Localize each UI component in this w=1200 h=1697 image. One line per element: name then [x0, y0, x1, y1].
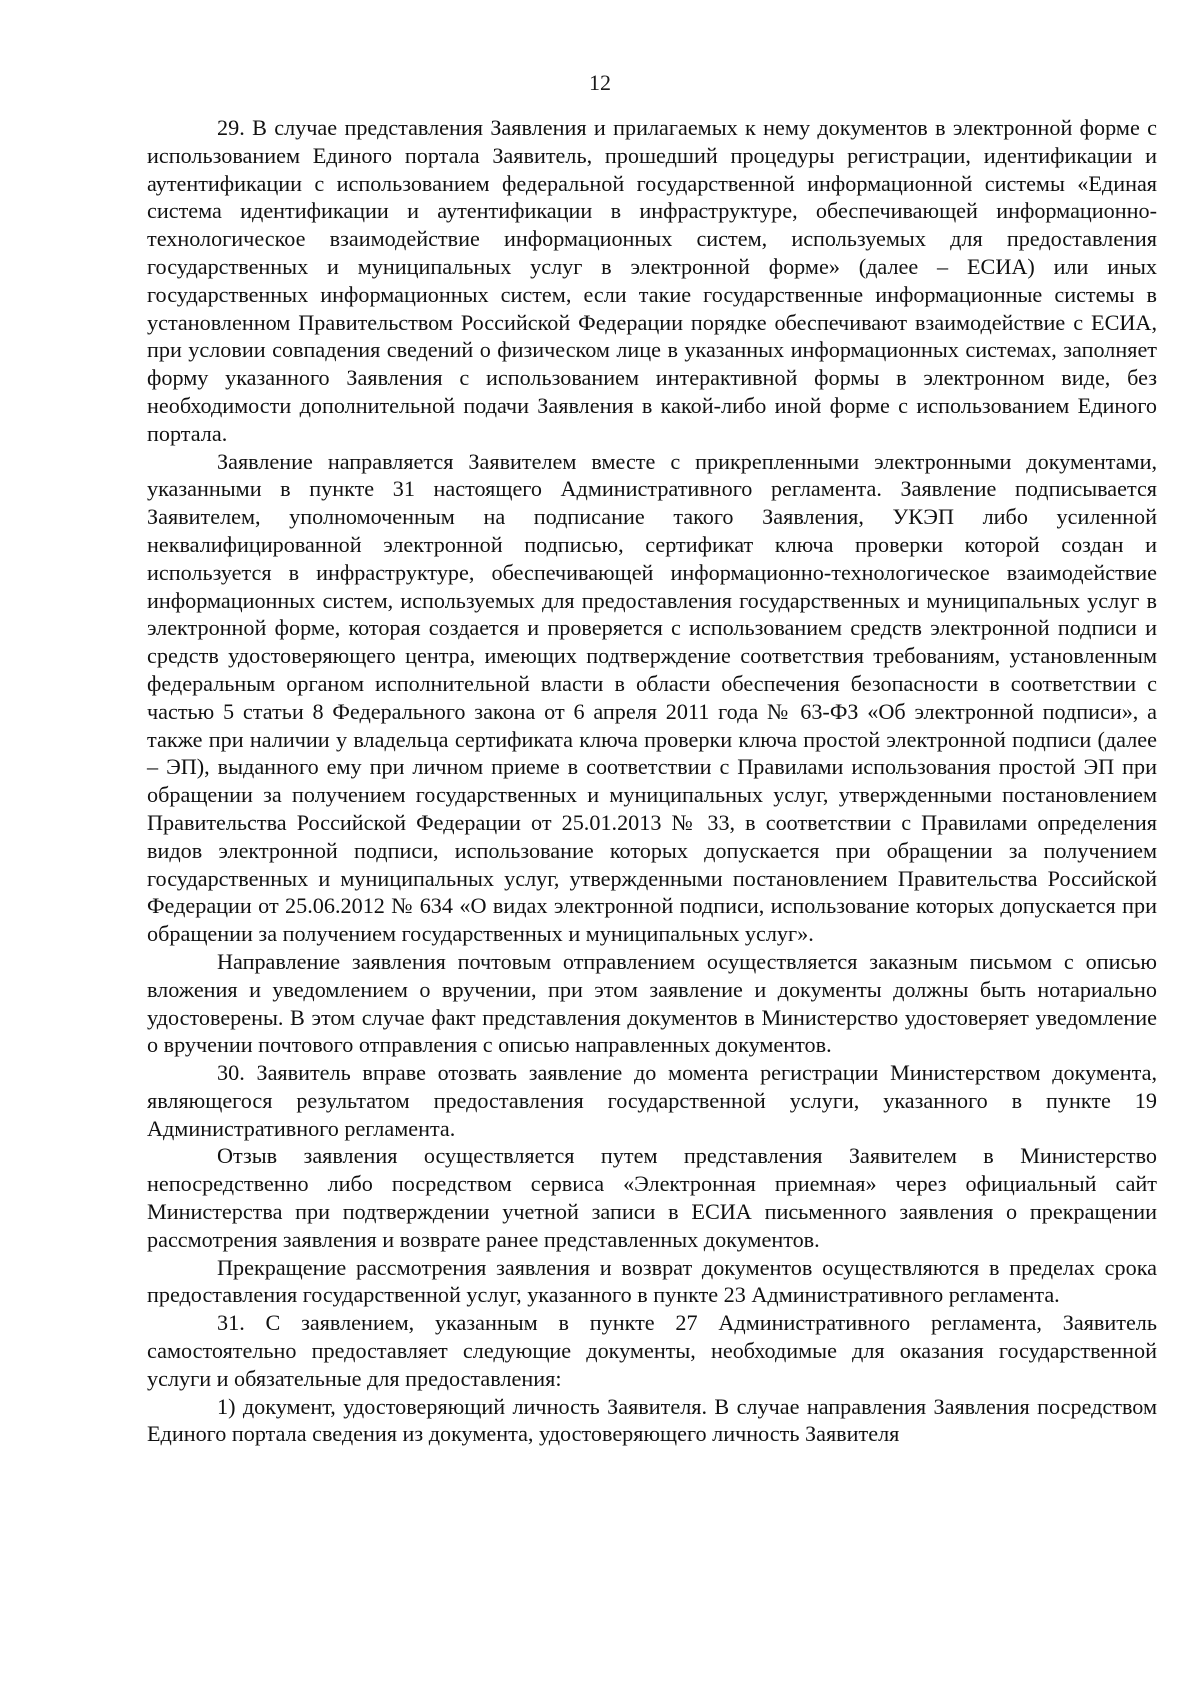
- paragraph-termination: Прекращение рассмотрения заявления и возврат документов осуществляются в пределах срока предоставления государственной услуг, указанного в пункте 23 Административного регламента.: [147, 1254, 1157, 1308]
- document-body: [147, 114, 1157, 1448]
- paragraph-31: 31. С заявлением, указанным в пункте 27 Административного регламента, Заявитель самостоятельно предоставляет следующие документы, необходимые для оказания государственной услуги и обязательные для предоставления:: [147, 1310, 1157, 1391]
- paragraph-withdrawal: Отзыв заявления осуществляется путем представления Заявителем в Министерство непосредственно либо посредством сервиса «Электронная приемная» через официальный сайт Министерства при подтверждении учетной записи в ЕСИА письменного заявления о прекращении рассмотрения заявления и возврате ранее представленных документов.: [147, 1143, 1157, 1252]
- paragraph-application-signing: Заявление направляется Заявителем вместе с прикрепленными электронными документами, указанными в пункте 31 настоящего Административного регламента. Заявление подписывается Заявителем, уполномоченным на подписание такого Заявления, УКЭП либо усиленной неквалифицированной электронной подписью, сертификат ключа проверки которой создан и используется в инфраструктуре, обеспечивающей информационно-технологическое взаимодействие информационных систем, используемых для предоставления государственных и муниципальных услуг в электронной форме, которая создается и проверяется с использованием средств электронной подписи и средств удостоверяющего центра, имеющих подтверждение соответствия требованиям, установленным федеральным органом исполнительной власти в области обеспечения безопасности в соответствии с частью 5 статьи 8 Федерального закона от 6 апреля 2011 года № 63-ФЗ «Об электронной подписи», а также при наличии у владельца сертификата ключа проверки ключа простой электронной подписи (далее – ЭП), выданного ему при личном приеме в соответствии с Правилами использования простой ЭП при обращении за получением государственных и муниципальных услуг, утвержденными постановлением Правительства Российской Федерации от 25.01.2013 № 33, в соответствии с Правилами определения видов электронной подписи, использование которых допускается при обращении за получением государственных и муниципальных услуг, утвержденными постановлением Правительства Российской Федерации от 25.06.2012 № 634 «О видах электронной подписи, использование которых допускается при обращении за получением государственных и муниципальных услуг».: [147, 448, 1157, 947]
- paragraph-postal-submission: Направление заявления почтовым отправлением осуществляется заказным письмом с описью вложения и уведомлением о вручении, при этом заявление и документы должны быть нотариально удостоверены. В этом случае факт представления документов в Министерство удостоверяет уведомление о вручении почтового отправления с описью направленных документов.: [147, 948, 1157, 1058]
- page-number: 12: [589, 70, 611, 95]
- paragraph-29: 29. В случае представления Заявления и прилагаемых к нему документов в электронной форме с использованием Единого портала Заявитель, прошедший процедуры регистрации, идентификации и аутентификации с использованием федеральной государственной информационной системы «Единая система идентификации и аутентификации в инфраструктуре, обеспечивающей информационно-технологическое взаимодействие информационных систем, используемых для предоставления государственных и муниципальных услуг в электронной форме» (далее – ЕСИА) или иных государственных информационных систем, если такие государственные информационные системы в установленном Правительством Российской Федерации порядке обеспечивают взаимодействие с ЕСИА, при условии совпадения сведений о физическом лице в указанных информационных системах, заполняет форму указанного Заявления с использованием интерактивной формы в электронном виде, без необходимости дополнительной подачи Заявления в какой-либо иной форме с использованием Единого портала.: [147, 115, 1157, 446]
- paragraph-31-item-1: 1) документ, удостоверяющий личность Заявителя. В случае направления Заявления посредством Единого портала сведения из документа, удостоверяющего личность Заявителя: [147, 1393, 1157, 1447]
- paragraph-30: 30. Заявитель вправе отозвать заявление до момента регистрации Министерством документа, являющегося результатом предоставления государственной услуги, указанного в пункте 19 Административного регламента.: [147, 1060, 1157, 1141]
